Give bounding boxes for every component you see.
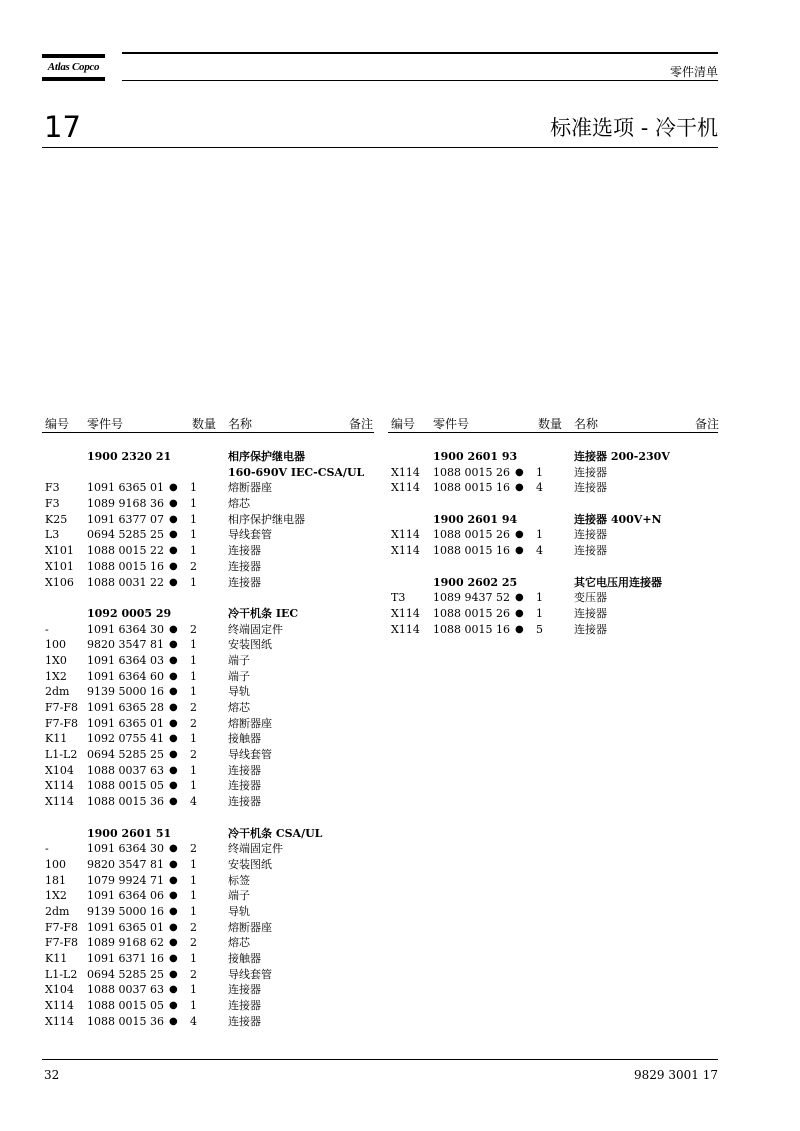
name-cell: 连接器 bbox=[574, 528, 607, 542]
part-number-cell: 0694 5285 25 bbox=[87, 748, 164, 762]
pos-cell: X114 bbox=[45, 999, 74, 1013]
qty-cell: 1 bbox=[190, 497, 197, 511]
pos-cell: - bbox=[45, 842, 49, 856]
part-number-cell: 1088 0015 16 bbox=[433, 622, 510, 636]
qty-cell: 1 bbox=[190, 763, 197, 777]
qty-cell: 1 bbox=[190, 512, 197, 526]
pos-cell: 2dm bbox=[45, 685, 70, 699]
qty-cell: 1 bbox=[190, 983, 197, 997]
qty-cell: 2 bbox=[190, 920, 197, 934]
pos-cell: L3 bbox=[45, 528, 60, 542]
group-heading-row bbox=[44, 826, 374, 842]
bullet-icon: ● bbox=[169, 890, 178, 902]
col-header-qty: 数量 bbox=[538, 417, 563, 431]
pos-cell: F7-F8 bbox=[45, 716, 78, 730]
section-title: 标准选项 - 冷干机 bbox=[550, 116, 718, 140]
table-row bbox=[390, 543, 720, 559]
part-number-cell: 9139 5000 16 bbox=[87, 904, 164, 918]
name-cell: 连接器 200-230V bbox=[574, 450, 670, 463]
header-title: 零件清单 bbox=[669, 65, 718, 79]
col-header-pos: 编号 bbox=[391, 417, 416, 431]
table-spacer bbox=[390, 496, 720, 512]
part-number-cell: 1091 6365 28 bbox=[87, 701, 164, 714]
bullet-icon: ● bbox=[169, 1000, 178, 1012]
table-row bbox=[44, 543, 374, 559]
pos-cell: K25 bbox=[45, 512, 68, 526]
table-row bbox=[44, 857, 374, 873]
table-row bbox=[44, 920, 374, 936]
part-number-cell: 1079 9924 71 bbox=[87, 873, 164, 887]
section-rule bbox=[42, 147, 718, 148]
table-row bbox=[390, 465, 720, 481]
qty-cell: 1 bbox=[190, 544, 197, 558]
qty-cell: 1 bbox=[536, 528, 543, 542]
col-header-pos: 编号 bbox=[45, 417, 70, 431]
bullet-icon: ● bbox=[169, 921, 178, 933]
header-bottom-rule bbox=[122, 80, 718, 81]
table-row bbox=[44, 575, 374, 591]
part-number-cell: 1091 6365 01 bbox=[87, 920, 164, 934]
table-row bbox=[44, 904, 374, 920]
table-row bbox=[44, 763, 374, 779]
part-number-cell: 1091 6365 01 bbox=[87, 716, 164, 730]
qty-cell: 2 bbox=[190, 559, 197, 573]
table-row bbox=[44, 731, 374, 747]
pos-cell: X101 bbox=[45, 544, 74, 558]
pos-cell: X114 bbox=[391, 528, 420, 542]
qty-cell: 2 bbox=[190, 967, 197, 981]
pos-cell: 100 bbox=[45, 638, 66, 652]
bullet-icon: ● bbox=[169, 733, 178, 745]
table-row bbox=[44, 512, 374, 528]
parts-table-right bbox=[390, 415, 720, 637]
header-top-rule bbox=[122, 52, 718, 54]
bullet-icon: ● bbox=[169, 654, 178, 666]
table-header-left bbox=[44, 415, 374, 431]
qty-cell: 4 bbox=[190, 795, 197, 809]
logo-top-bar bbox=[42, 54, 105, 58]
qty-cell: 1 bbox=[190, 638, 197, 652]
bullet-icon: ● bbox=[169, 482, 178, 494]
pos-cell: X114 bbox=[391, 606, 420, 620]
qty-cell: 1 bbox=[190, 779, 197, 793]
table-spacer bbox=[44, 590, 374, 606]
pos-cell: L1-L2 bbox=[45, 967, 78, 981]
name-cell: 连接器 bbox=[228, 1014, 261, 1028]
pos-cell: X104 bbox=[45, 983, 74, 997]
part-number-cell: 1088 0031 22 bbox=[87, 575, 164, 589]
qty-cell: 2 bbox=[190, 936, 197, 950]
pos-cell: T3 bbox=[391, 591, 406, 605]
name-cell: 导轨 bbox=[228, 904, 250, 918]
pos-cell: K11 bbox=[45, 732, 68, 746]
pos-cell: X114 bbox=[391, 465, 420, 479]
pos-cell: K11 bbox=[45, 952, 68, 965]
qty-cell: 1 bbox=[536, 591, 543, 605]
table-row bbox=[44, 873, 374, 889]
part-number-cell: 1091 6364 60 bbox=[87, 669, 164, 683]
table-row bbox=[44, 935, 374, 951]
table-row bbox=[390, 622, 720, 638]
part-number-cell: 0694 5285 25 bbox=[87, 967, 164, 981]
name-cell: 连接器 bbox=[228, 763, 261, 777]
name-cell: 160-690V IEC-CSA/UL bbox=[228, 465, 365, 479]
qty-cell: 2 bbox=[190, 716, 197, 730]
part-number-cell: 1088 0015 26 bbox=[433, 465, 510, 479]
name-cell: 相序保护继电器 bbox=[228, 450, 305, 463]
bullet-icon: ● bbox=[169, 968, 178, 980]
bullet-icon: ● bbox=[169, 874, 178, 886]
bullet-icon: ● bbox=[169, 717, 178, 729]
table-row bbox=[44, 982, 374, 998]
part-number-cell: 1900 2320 21 bbox=[87, 450, 172, 463]
part-number-cell: 1091 6371 16 bbox=[87, 952, 164, 965]
part-number-cell: 1088 0037 63 bbox=[87, 763, 164, 777]
table-header-rule-left bbox=[42, 432, 374, 433]
pos-cell: X114 bbox=[391, 481, 420, 495]
pos-cell: X114 bbox=[45, 1014, 74, 1028]
document-number: 9829 3001 17 bbox=[634, 1068, 718, 1082]
pos-cell: X114 bbox=[391, 622, 420, 636]
pos-cell: X104 bbox=[45, 763, 74, 777]
qty-cell: 5 bbox=[536, 622, 543, 636]
bullet-icon: ● bbox=[515, 466, 524, 478]
table-row bbox=[44, 716, 374, 732]
name-cell: 标签 bbox=[228, 873, 250, 887]
qty-cell: 2 bbox=[190, 701, 197, 714]
table-row bbox=[44, 967, 374, 983]
name-cell: 导线套管 bbox=[228, 748, 272, 762]
part-number-cell: 1088 0015 16 bbox=[433, 481, 510, 495]
part-number-cell: 1900 2601 94 bbox=[433, 512, 518, 526]
qty-cell: 1 bbox=[190, 732, 197, 746]
name-cell: 熔断器座 bbox=[228, 716, 272, 730]
bullet-icon: ● bbox=[169, 560, 178, 572]
part-number-cell: 9820 3547 81 bbox=[87, 857, 164, 871]
bullet-icon: ● bbox=[169, 686, 178, 698]
pos-cell: 1X2 bbox=[45, 889, 67, 903]
bullet-icon: ● bbox=[169, 858, 178, 870]
name-cell: 熔芯 bbox=[228, 701, 250, 714]
part-number-cell: 1091 6365 01 bbox=[87, 481, 164, 495]
bullet-icon: ● bbox=[169, 905, 178, 917]
qty-cell: 2 bbox=[190, 622, 197, 636]
part-number-cell: 1091 6364 03 bbox=[87, 653, 164, 667]
col-header-qty: 数量 bbox=[192, 417, 217, 431]
pos-cell: L1-L2 bbox=[45, 748, 78, 762]
table-row bbox=[44, 637, 374, 653]
name-cell: 其它电压用连接器 bbox=[574, 575, 662, 589]
part-number-cell: 1088 0015 26 bbox=[433, 606, 510, 620]
qty-cell: 1 bbox=[190, 575, 197, 589]
part-number-cell: 1900 2601 51 bbox=[87, 826, 172, 840]
bullet-icon: ● bbox=[169, 953, 178, 964]
name-cell: 端子 bbox=[228, 889, 250, 903]
part-number-cell: 1089 9168 36 bbox=[87, 497, 164, 511]
table-row bbox=[44, 669, 374, 685]
name-cell: 连接器 bbox=[228, 575, 261, 589]
name-cell: 连接器 bbox=[228, 779, 261, 793]
qty-cell: 1 bbox=[190, 669, 197, 683]
part-number-cell: 1088 0015 36 bbox=[87, 1014, 164, 1028]
name-cell: 连接器 bbox=[574, 544, 607, 558]
part-number-cell: 1092 0755 41 bbox=[87, 732, 164, 746]
pos-cell: F3 bbox=[45, 497, 60, 511]
qty-cell: 2 bbox=[190, 842, 197, 856]
table-row bbox=[44, 622, 374, 638]
bullet-icon: ● bbox=[169, 1015, 178, 1027]
pos-cell: 2dm bbox=[45, 904, 70, 918]
name-cell: 熔断器座 bbox=[228, 481, 272, 495]
name-cell: 连接器 bbox=[574, 622, 607, 636]
bullet-icon: ● bbox=[169, 545, 178, 557]
pos-cell: F7-F8 bbox=[45, 920, 78, 934]
name-cell: 导线套管 bbox=[228, 528, 272, 542]
part-number-cell: 1088 0015 05 bbox=[87, 779, 164, 793]
part-number-cell: 1091 6364 06 bbox=[87, 889, 164, 903]
group-heading-row bbox=[44, 606, 374, 622]
part-number-cell: 1091 6364 30 bbox=[87, 622, 164, 636]
bullet-icon: ● bbox=[515, 545, 524, 557]
rows-right bbox=[390, 449, 720, 637]
part-number-cell: 1089 9437 52 bbox=[433, 591, 510, 605]
pos-cell: X114 bbox=[391, 544, 420, 558]
table-row bbox=[44, 496, 374, 512]
qty-cell: 4 bbox=[536, 544, 543, 558]
group-heading-row bbox=[390, 449, 720, 465]
name-cell: 端子 bbox=[228, 653, 250, 667]
part-number-cell: 1088 0015 26 bbox=[433, 528, 510, 542]
rows-left bbox=[44, 449, 374, 1029]
name-cell: 接触器 bbox=[228, 952, 261, 965]
bullet-icon: ● bbox=[169, 796, 178, 808]
part-number-cell: 1091 6364 30 bbox=[87, 842, 164, 856]
bullet-icon: ● bbox=[169, 937, 178, 949]
table-spacer bbox=[44, 810, 374, 826]
table-row bbox=[44, 747, 374, 763]
bullet-icon: ● bbox=[169, 513, 178, 525]
table-row bbox=[44, 888, 374, 904]
part-number-cell: 1900 2602 25 bbox=[433, 575, 518, 589]
name-cell: 连接器 bbox=[228, 559, 261, 573]
table-row bbox=[44, 778, 374, 794]
bullet-icon: ● bbox=[169, 639, 178, 651]
bullet-icon: ● bbox=[515, 592, 524, 604]
logo-text: Atlas Copco bbox=[47, 61, 100, 73]
pos-cell: X114 bbox=[45, 779, 74, 793]
table-row bbox=[390, 606, 720, 622]
atlas-copco-logo bbox=[42, 54, 105, 81]
section-number: 17 bbox=[44, 110, 81, 144]
name-cell: 连接器 bbox=[228, 544, 261, 558]
parts-table-left bbox=[44, 415, 374, 1029]
bullet-icon: ● bbox=[169, 670, 178, 682]
name-cell: 连接器 bbox=[228, 795, 261, 809]
table-row bbox=[44, 998, 374, 1014]
table-spacer bbox=[390, 559, 720, 575]
name-cell: 端子 bbox=[228, 669, 250, 683]
pos-cell: X101 bbox=[45, 559, 74, 573]
pos-cell: 100 bbox=[45, 857, 66, 871]
bullet-icon: ● bbox=[169, 702, 178, 713]
qty-cell: 2 bbox=[190, 748, 197, 762]
name-cell: 变压器 bbox=[574, 591, 607, 605]
pos-cell: 181 bbox=[45, 873, 66, 887]
qty-cell: 1 bbox=[190, 873, 197, 887]
name-cell: 熔断器座 bbox=[228, 920, 272, 934]
qty-cell: 4 bbox=[536, 481, 543, 495]
bullet-icon: ● bbox=[515, 529, 524, 541]
table-row bbox=[44, 794, 374, 810]
table-row bbox=[44, 480, 374, 496]
qty-cell: 1 bbox=[190, 889, 197, 903]
part-number-cell: 1088 0015 16 bbox=[87, 559, 164, 573]
bullet-icon: ● bbox=[515, 623, 524, 635]
col-header-remarks: 备注 bbox=[348, 417, 373, 431]
name-cell: 连接器 400V+N bbox=[574, 512, 662, 526]
table-row bbox=[390, 527, 720, 543]
qty-cell: 1 bbox=[190, 685, 197, 699]
table-row bbox=[390, 480, 720, 496]
part-number-cell: 1088 0015 05 bbox=[87, 999, 164, 1013]
table-header-right bbox=[390, 415, 720, 431]
col-header-name: 名称 bbox=[228, 417, 253, 431]
qty-cell: 1 bbox=[190, 952, 197, 965]
part-number-cell: 1092 0005 29 bbox=[87, 606, 172, 620]
group-heading-row bbox=[390, 575, 720, 591]
qty-cell: 1 bbox=[190, 999, 197, 1013]
bullet-icon: ● bbox=[169, 529, 178, 541]
table-row bbox=[44, 841, 374, 857]
bullet-icon: ● bbox=[169, 780, 178, 792]
name-cell: 终端固定件 bbox=[228, 622, 283, 636]
qty-cell: 1 bbox=[190, 481, 197, 495]
table-row bbox=[44, 527, 374, 543]
part-number-cell: 1900 2601 93 bbox=[433, 450, 518, 463]
group-heading-row bbox=[44, 465, 374, 481]
name-cell: 冷干机条 IEC bbox=[228, 606, 299, 620]
name-cell: 连接器 bbox=[574, 606, 607, 620]
group-heading-row bbox=[44, 449, 374, 465]
bullet-icon: ● bbox=[169, 749, 178, 761]
qty-cell: 1 bbox=[190, 904, 197, 918]
qty-cell: 1 bbox=[190, 653, 197, 667]
qty-cell: 1 bbox=[190, 857, 197, 871]
bullet-icon: ● bbox=[169, 984, 178, 996]
qty-cell: 1 bbox=[536, 465, 543, 479]
part-number-cell: 1088 0015 22 bbox=[87, 544, 164, 558]
pos-cell: X114 bbox=[45, 795, 74, 809]
part-number-cell: 1088 0015 16 bbox=[433, 544, 510, 558]
table-row bbox=[44, 684, 374, 700]
table-row bbox=[44, 1014, 374, 1030]
col-header-part: 零件号 bbox=[87, 417, 124, 431]
name-cell: 终端固定件 bbox=[228, 842, 283, 856]
qty-cell: 4 bbox=[190, 1014, 197, 1028]
part-number-cell: 1089 9168 62 bbox=[87, 936, 164, 950]
table-row bbox=[44, 653, 374, 669]
table-row bbox=[44, 559, 374, 575]
footer-rule bbox=[42, 1059, 718, 1060]
pos-cell: F7-F8 bbox=[45, 936, 78, 950]
bullet-icon: ● bbox=[169, 576, 178, 588]
name-cell: 连接器 bbox=[574, 481, 607, 495]
pos-cell: X106 bbox=[45, 575, 74, 589]
bullet-icon: ● bbox=[169, 764, 178, 776]
name-cell: 安装图纸 bbox=[228, 857, 272, 871]
name-cell: 相序保护继电器 bbox=[228, 512, 305, 526]
group-heading-row bbox=[390, 512, 720, 528]
qty-cell: 1 bbox=[190, 528, 197, 542]
col-header-part: 零件号 bbox=[433, 417, 470, 431]
name-cell: 接触器 bbox=[228, 732, 261, 746]
table-header-rule-right bbox=[388, 432, 718, 433]
logo-bottom-bar bbox=[42, 77, 105, 81]
bullet-icon: ● bbox=[169, 623, 178, 635]
col-header-name: 名称 bbox=[574, 417, 599, 431]
part-number-cell: 0694 5285 25 bbox=[87, 528, 164, 542]
name-cell: 熔芯 bbox=[228, 497, 250, 511]
pos-cell: 1X0 bbox=[45, 653, 67, 667]
pos-cell: F3 bbox=[45, 481, 60, 495]
part-number-cell: 1088 0037 63 bbox=[87, 983, 164, 997]
part-number-cell: 1088 0015 36 bbox=[87, 795, 164, 809]
part-number-cell: 1091 6377 07 bbox=[87, 512, 164, 526]
table-row bbox=[390, 590, 720, 606]
table-row bbox=[44, 951, 374, 967]
pos-cell: 1X2 bbox=[45, 669, 67, 683]
name-cell: 导线套管 bbox=[228, 967, 272, 981]
col-header-remarks: 备注 bbox=[694, 417, 719, 431]
bullet-icon: ● bbox=[515, 607, 524, 619]
bullet-icon: ● bbox=[169, 498, 178, 510]
part-number-cell: 9139 5000 16 bbox=[87, 685, 164, 699]
pos-cell: F7-F8 bbox=[45, 701, 78, 714]
name-cell: 连接器 bbox=[228, 999, 261, 1013]
table-row bbox=[44, 700, 374, 716]
name-cell: 导轨 bbox=[228, 685, 250, 699]
name-cell: 冷干机条 CSA/UL bbox=[228, 826, 323, 840]
name-cell: 熔芯 bbox=[228, 936, 250, 950]
name-cell: 连接器 bbox=[574, 465, 607, 479]
name-cell: 连接器 bbox=[228, 983, 261, 997]
name-cell: 安装图纸 bbox=[228, 638, 272, 652]
bullet-icon: ● bbox=[169, 843, 178, 855]
qty-cell: 1 bbox=[536, 606, 543, 620]
page-number: 32 bbox=[44, 1068, 60, 1082]
pos-cell: - bbox=[45, 622, 49, 636]
bullet-icon: ● bbox=[515, 482, 524, 494]
part-number-cell: 9820 3547 81 bbox=[87, 638, 164, 652]
